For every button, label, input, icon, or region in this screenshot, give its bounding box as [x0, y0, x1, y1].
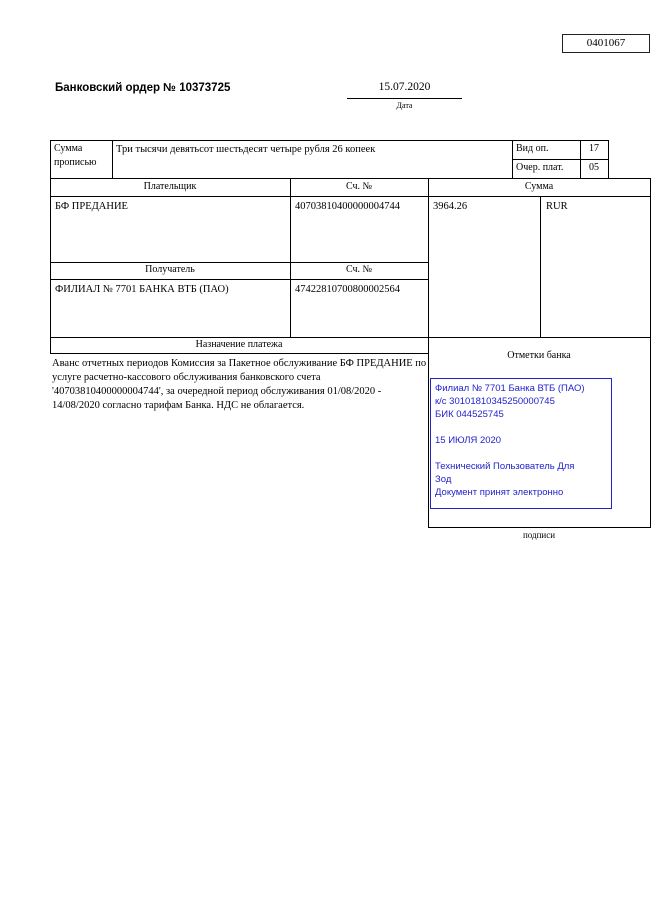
stamp-blank-line	[435, 421, 607, 434]
amount-in-words: Три тысячи девятьсот шестьдесят четыре рубля 26 копеек	[116, 144, 376, 155]
priority-label: Очер. плат.	[516, 162, 564, 173]
form-code-box: 0401067	[562, 34, 650, 53]
table-line	[50, 140, 608, 141]
date-label: Дата	[396, 101, 413, 110]
purpose-text: Аванс отчетных периодов Комиссия за Пакетное обслуживание БФ ПРЕДАНИЕ по услуге расчетно-кассового обслуживания банковского счета '40703810400000004744', за очередной период обслуживания 01/08/2020 - 14/08/2020 согласно тарифам Банка. НДС не облагается.	[52, 358, 427, 411]
payment-currency: RUR	[546, 201, 568, 212]
table-line	[512, 159, 608, 160]
stamp-branch-line: Филиал № 7701 Банка ВТБ (ПАО)	[435, 383, 585, 394]
payee-account: 47422810700800002564	[295, 284, 400, 295]
stamp-user-line-2: Зод	[435, 474, 452, 485]
stamp-user-line-1: Технический Пользователь Для	[435, 461, 575, 472]
table-line	[512, 140, 513, 178]
stamp-blank-line	[435, 447, 607, 460]
amount-header: Сумма	[524, 181, 554, 192]
stamp-corr-account-line: к/с 30101810345250000745	[435, 396, 555, 407]
payee-account-header: Сч. №	[345, 264, 373, 275]
date-value: 15.07.2020	[347, 81, 462, 99]
stamp-accepted-line: Документ принят электронно	[435, 487, 564, 498]
table-line	[50, 140, 51, 353]
table-line	[50, 337, 650, 338]
table-line	[50, 178, 650, 179]
payer-name: БФ ПРЕДАНИЕ	[55, 201, 128, 212]
table-line	[50, 262, 428, 263]
amount-words-label-line1: Сумма	[54, 143, 83, 154]
payment-amount: 3964.26	[433, 201, 468, 212]
payee-header: Получатель	[145, 264, 195, 275]
stamp-date-line: 15 ИЮЛЯ 2020	[435, 435, 502, 446]
stamp-bik-line: БИК 044525745	[435, 409, 504, 420]
bank-stamp	[430, 378, 612, 509]
op-type-label: Вид оп.	[516, 143, 549, 154]
payer-account-header: Сч. №	[345, 181, 373, 192]
bank-marks-header: Отметки банка	[507, 350, 571, 361]
table-line	[650, 178, 651, 527]
table-line	[540, 196, 541, 337]
table-line	[428, 527, 651, 528]
table-line	[608, 140, 609, 179]
table-line	[50, 196, 650, 197]
table-line	[290, 178, 291, 337]
purpose-header: Назначение платежа	[195, 339, 283, 350]
table-line	[112, 140, 113, 178]
document-title: Банковский ордер № 10373725	[55, 82, 231, 94]
amount-words-label-line2: прописью	[54, 157, 97, 168]
payer-header: Плательщик	[143, 181, 197, 192]
op-type-value: 17	[589, 143, 599, 154]
signatures-label: подписи	[522, 530, 556, 540]
payer-account: 40703810400000004744	[295, 201, 400, 212]
priority-value: 05	[589, 162, 599, 173]
table-line	[50, 353, 428, 354]
payee-name: ФИЛИАЛ № 7701 БАНКА ВТБ (ПАО)	[55, 284, 229, 295]
table-line	[50, 279, 428, 280]
